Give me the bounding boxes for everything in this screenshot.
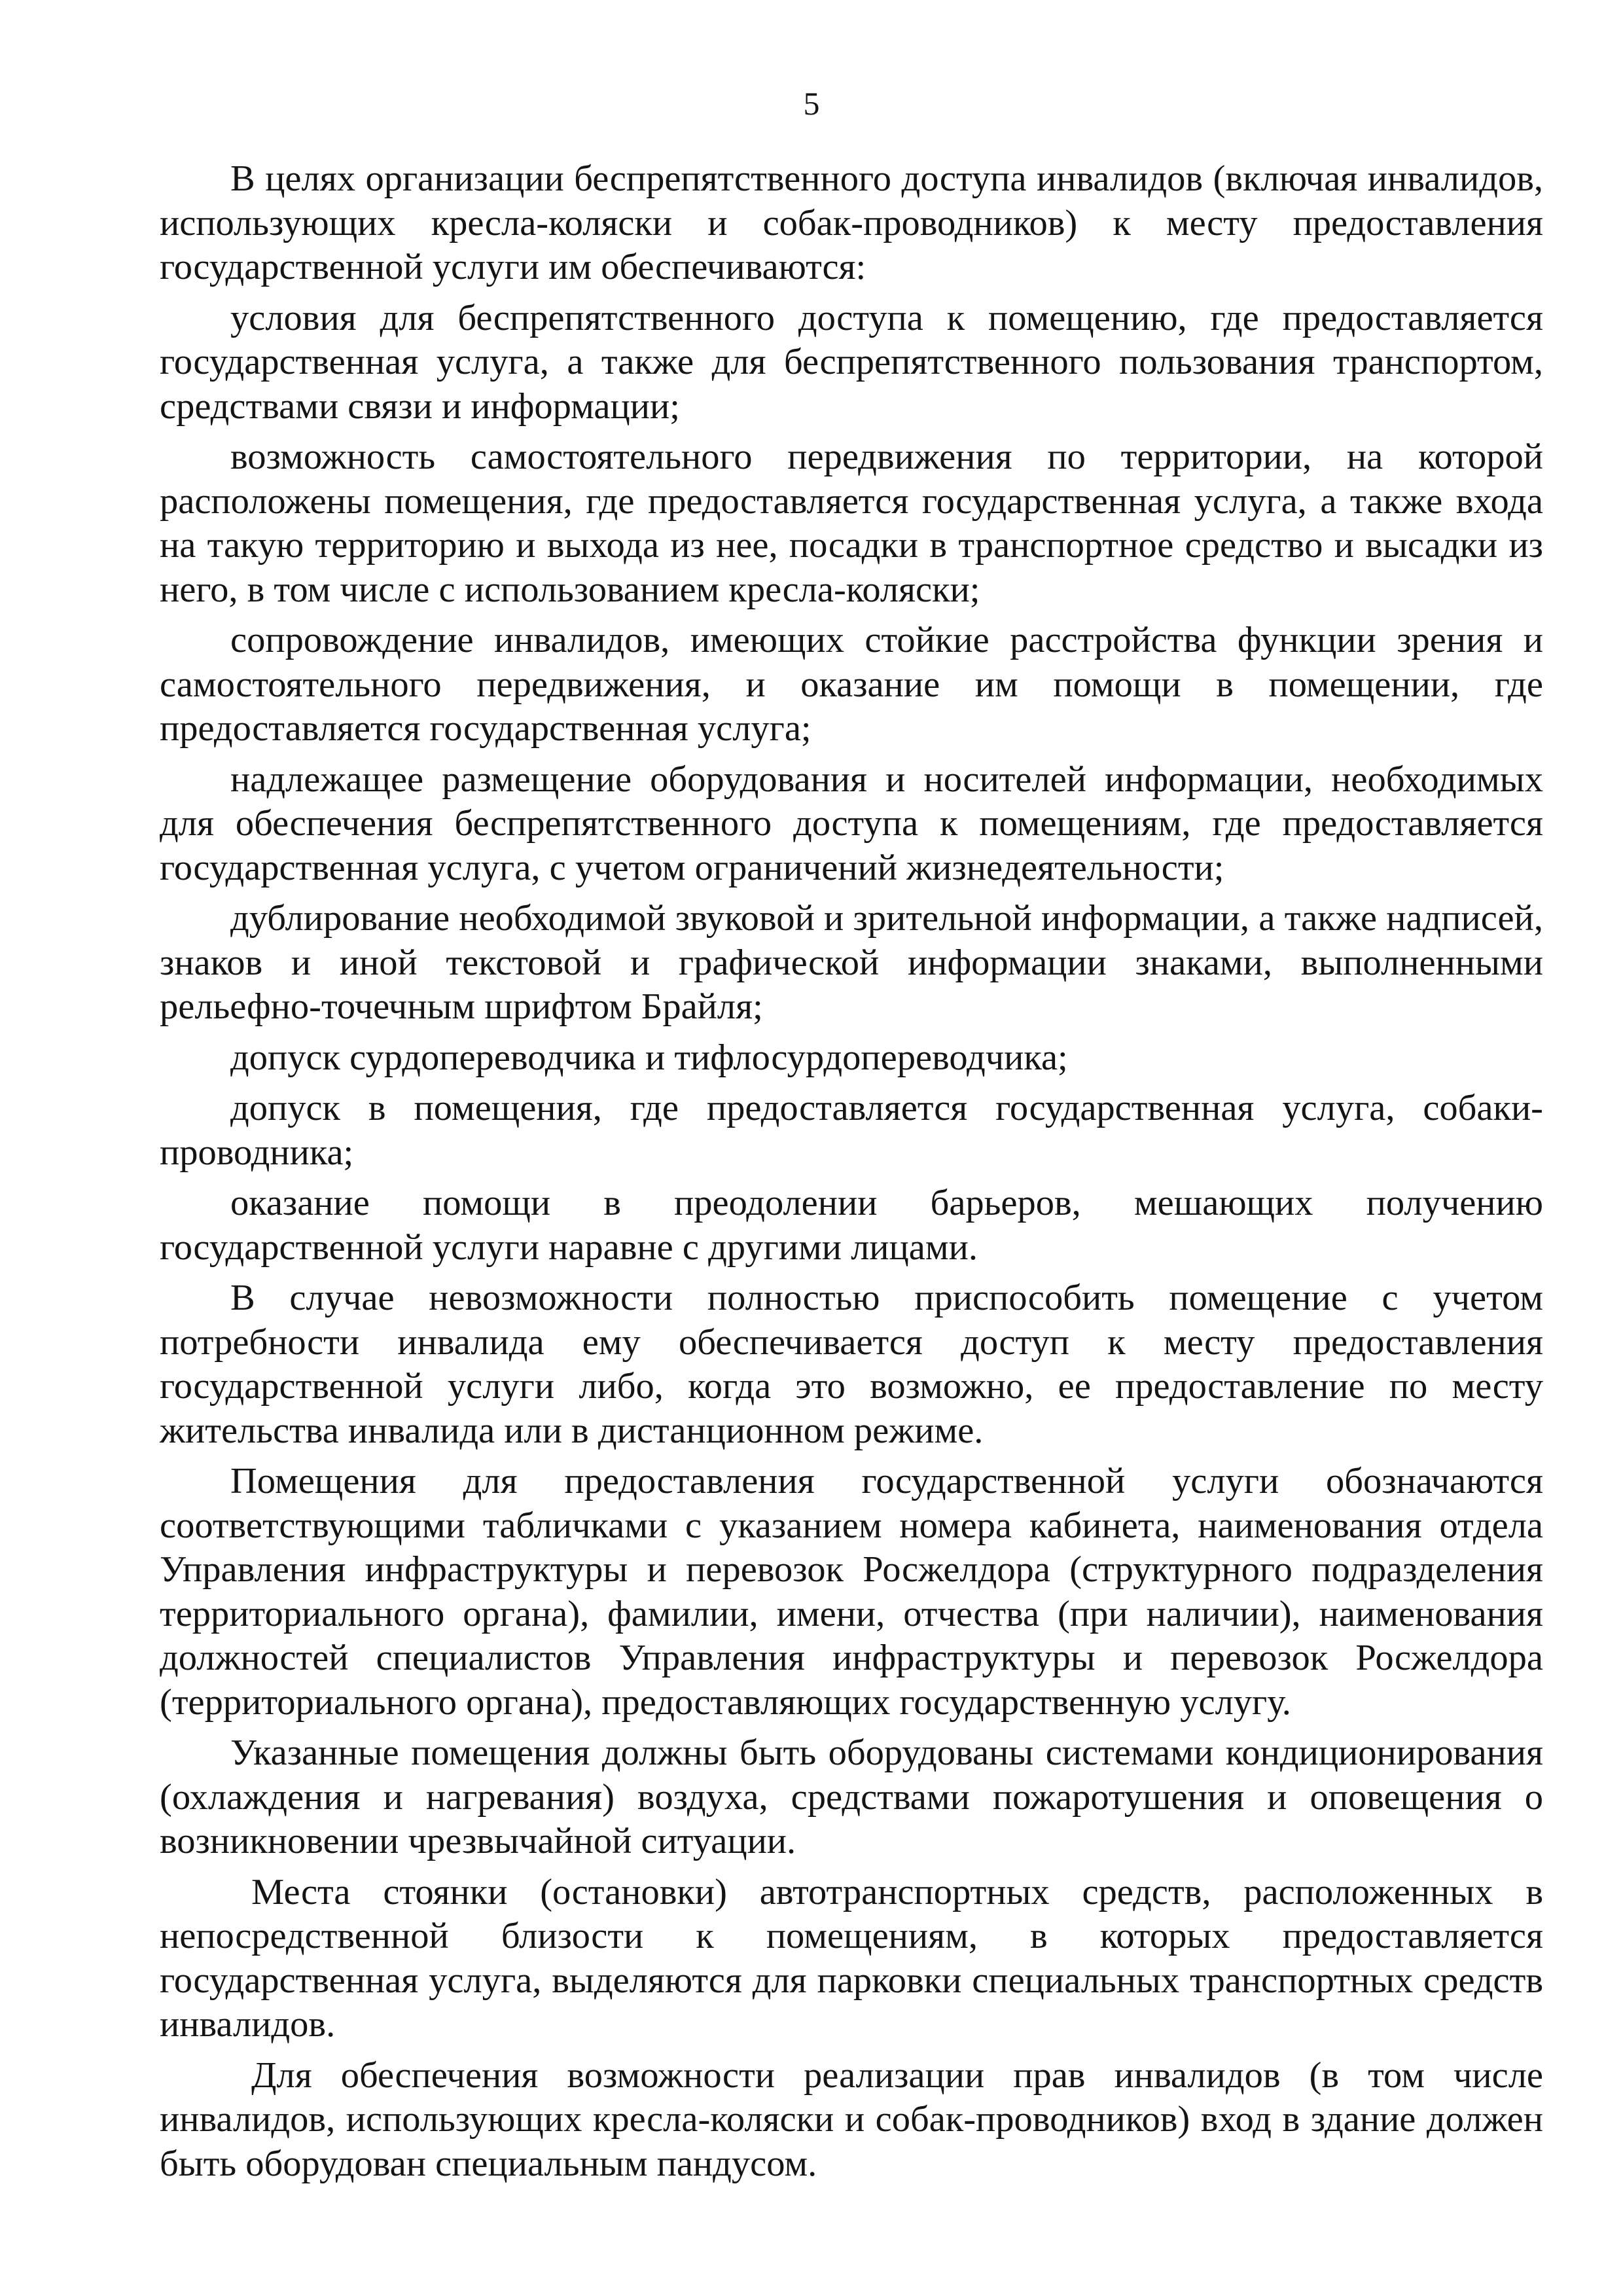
paragraph-room-equipment: Указанные помещения должны быть оборудованы системами кондиционирования (охлаждения и нагревания) воздуха, средствами пожаротушения и оповещения о возникновении чрезвычайной ситуации.: [160, 1732, 1543, 1861]
page-number: 5: [803, 85, 820, 122]
paragraph-barrier-help: оказание помощи в преодолении барьеров, мешающих получению государственной услуги наравне с другими лицами.: [160, 1183, 1543, 1268]
paragraph-ramp: Для обеспечения возможности реализации прав инвалидов (в том числе инвалидов, использующих кресла-коляски и собак-проводников) вход в здание должен быть оборудован специальным пандусом.: [160, 2054, 1543, 2184]
paragraph-equipment-placement: надлежащее размещение оборудования и носителей информации, необходимых для обеспечения беспрепятственного доступа к помещениям, где предоставляется государственная услуга, с учетом ограничений жизнедеятельности;: [160, 759, 1543, 888]
paragraph-sign-interpreter: допуск сурдопереводчика и тифлосурдопереводчика;: [230, 1037, 1068, 1078]
paragraph-impossibility-case: В случае невозможности полностью приспособить помещение с учетом потребности инвалида ему обеспечивается доступ к месту предоставления государственной услуги либо, когда это возможно, ее предоставление по месту жительства инвалида или в дистанционном режиме.: [160, 1278, 1543, 1451]
paragraph-guide-dog: допуск в помещения, где предоставляется государственная услуга, собаки-проводника;: [160, 1088, 1543, 1173]
paragraph-parking: Места стоянки (остановки) автотранспортных средств, расположенных в непосредственной близости к помещениям, в которых предоставляется государственная услуга, выделяются для парковки специальных транспортных средств инвалидов.: [160, 1871, 1543, 2045]
paragraph-escort: сопровождение инвалидов, имеющих стойкие расстройства функции зрения и самостоятельного передвижения, и оказание им помощи в помещении, где предоставляется государственная услуга;: [160, 620, 1543, 749]
document-body: [160, 157, 1543, 2193]
paragraph-independent-movement: возможность самостоятельного передвижения по территории, на которой расположены помещения, где предоставляется государственная услуга, а также входа на такую территорию и выхода из нее, посадки в транспортное средство и высадки из него, в том числе с использованием кресла-коляски;: [160, 437, 1543, 610]
paragraph-access-conditions: условия для беспрепятственного доступа к помещению, где предоставляется государственная услуга, а также для беспрепятственного пользования транспортом, средствами связи и информации;: [160, 297, 1543, 427]
paragraph-braille-duplication: дублирование необходимой звуковой и зрительной информации, а также надписей, знаков и иной текстовой и графической информации знаками, выполненными рельефно-точечным шрифтом Брайля;: [160, 898, 1543, 1027]
paragraph-accessibility-intro: В целях организации беспрепятственного доступа инвалидов (включая инвалидов, использующих кресла-коляски и собак-проводников) к месту предоставления государственной услуги им обеспечиваются:: [160, 158, 1543, 287]
paragraph-room-signage: Помещения для предоставления государственной услуги обозначаются соответствующими табличками с указанием номера кабинета, наименования отдела Управления инфраструктуры и перевозок Росжелдора (структурного подразделения территориального органа), фамилии, имени, отчества (при наличии), наименования должностей специалистов Управления инфраструктуры и перевозок Росжелдора (территориального органа), предоставляющих государственную услугу.: [160, 1461, 1543, 1723]
